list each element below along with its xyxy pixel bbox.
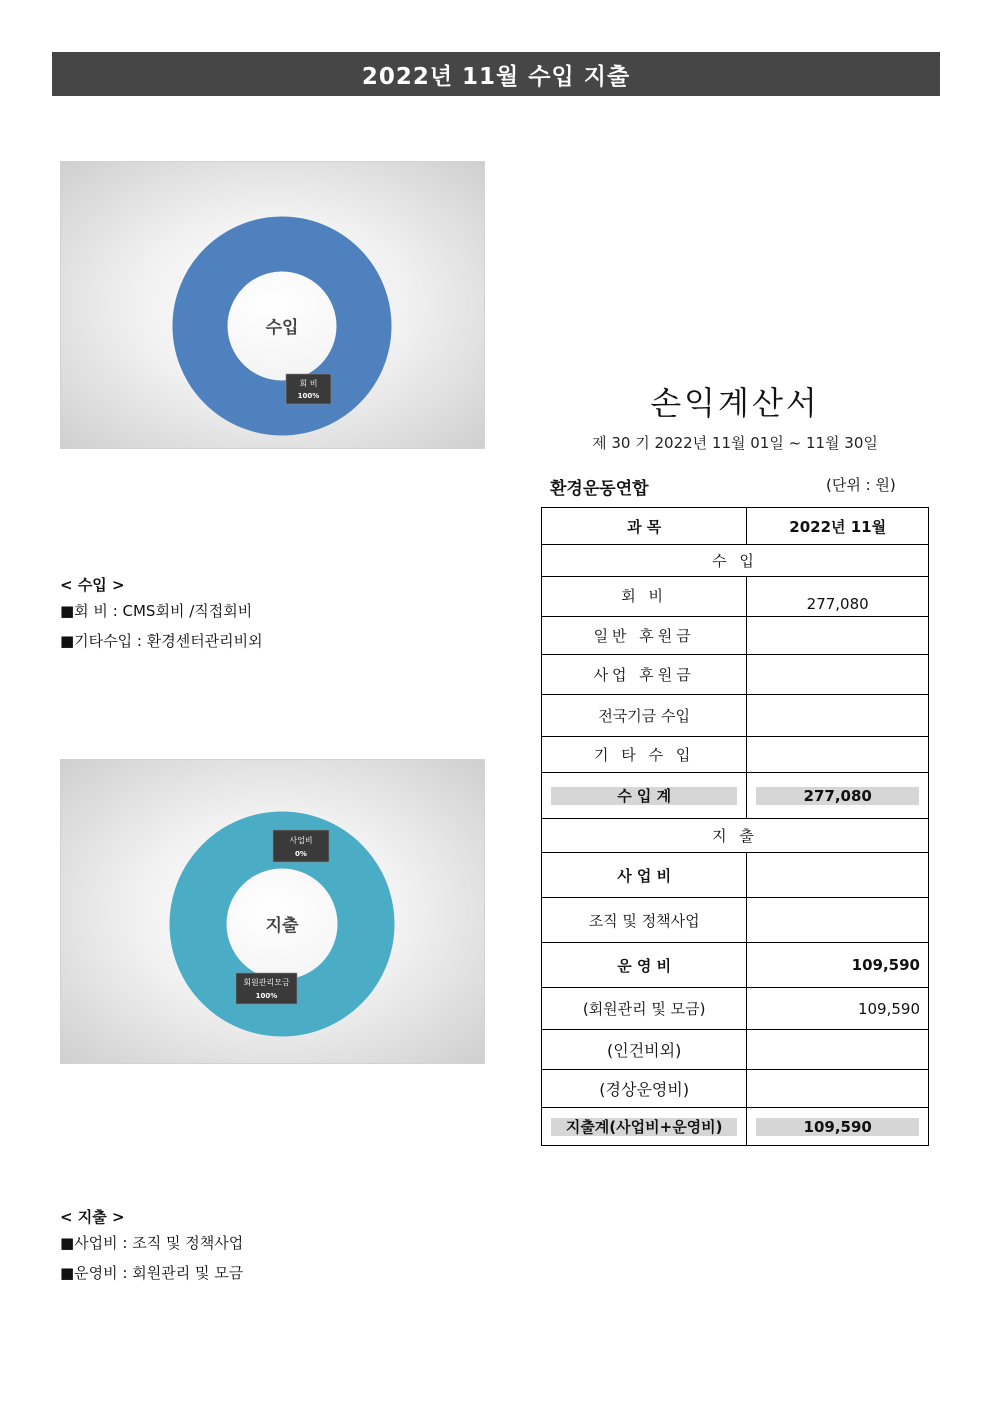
expense-slice-label-member [236, 973, 297, 1004]
table-row [542, 943, 929, 988]
section-income: 수 입 [542, 545, 929, 577]
income-note-heading: < 수입 > [60, 576, 125, 594]
expense-slice-label-business [273, 830, 329, 862]
row-label: (회원관리 및 모금) [542, 988, 747, 1030]
income-statement-table [541, 507, 929, 1146]
expense-total-value: 109,590 [756, 1118, 919, 1136]
expense-slice-label-percent: 100% [255, 992, 278, 1000]
row-value: 109,590 [747, 988, 929, 1030]
table-row [542, 898, 929, 943]
expense-chart [60, 759, 485, 1064]
table-row [542, 655, 929, 695]
income-total-value: 277,080 [756, 787, 919, 805]
row-label: 사 업 비 [542, 853, 747, 898]
section-row-expense [542, 819, 929, 853]
row-label: 조직 및 정책사업 [542, 898, 747, 943]
row-value: 277,080 [747, 577, 929, 617]
expense-chart-svg [61, 760, 484, 1063]
table-row [542, 988, 929, 1030]
organization-name: 환경운동연합 [550, 479, 649, 499]
expense-total-row [542, 1108, 929, 1146]
row-label: (인건비외) [542, 1030, 747, 1070]
row-value [747, 898, 929, 943]
row-value [747, 617, 929, 655]
row-value [747, 1030, 929, 1070]
income-total-label: 수 입 계 [551, 787, 737, 805]
row-label: 전국기금 수입 [542, 695, 747, 737]
row-value [747, 1070, 929, 1108]
row-value [747, 695, 929, 737]
income-total-row [542, 773, 929, 819]
header-subject: 과 목 [542, 508, 747, 545]
expense-slice-label-name: 회원관리모금 [243, 978, 290, 987]
header-month: 2022년 11월 [747, 508, 929, 545]
statement-period: 제 30 기 2022년 11월 01일 ~ 11월 30일 [592, 434, 878, 452]
row-label: 기 타 수 입 [542, 737, 747, 773]
income-slice-label [286, 374, 331, 404]
row-value [747, 655, 929, 695]
expense-slice-label-percent: 0% [295, 850, 307, 858]
table-row [542, 1070, 929, 1108]
row-label: (경상운영비) [542, 1070, 747, 1108]
expense-chart-center-label: 지출 [265, 916, 299, 936]
page-title: 2022년 11월 수입 지출 [361, 63, 631, 90]
row-label: 일반 후원금 [542, 617, 747, 655]
statement-title: 손익계산서 [650, 384, 820, 422]
expense-note-item: ■운영비 : 회원관리 및 모금 [60, 1264, 244, 1282]
unit-label: (단위 : 원) [826, 476, 896, 494]
income-note [60, 574, 263, 660]
table-row [542, 695, 929, 737]
income-note-item: ■기타수입 : 환경센터관리비외 [60, 632, 263, 650]
income-note-item: ■회 비 : CMS회비 /직접회비 [60, 602, 253, 620]
row-value: 109,590 [747, 943, 929, 988]
section-row-income [542, 545, 929, 577]
expense-total-label: 지출계(사업비+운영비) [551, 1118, 737, 1136]
row-value [747, 737, 929, 773]
table-row [542, 737, 929, 773]
income-slice-label-percent: 100% [297, 392, 320, 400]
table-row [542, 1030, 929, 1070]
expense-note [60, 1206, 243, 1292]
table-row [542, 617, 929, 655]
row-label: 운 영 비 [542, 943, 747, 988]
income-chart [60, 161, 485, 449]
income-chart-svg [61, 162, 484, 448]
row-value [747, 853, 929, 898]
row-label: 사업 후원금 [542, 655, 747, 695]
row-label: 회 비 [542, 577, 747, 617]
table-row [542, 577, 929, 617]
expense-note-heading: < 지출 > [60, 1208, 125, 1226]
income-slice-label-name: 회 비 [299, 379, 318, 388]
table-header-row [542, 508, 929, 545]
table-row [542, 853, 929, 898]
income-chart-center-label: 수입 [265, 318, 299, 338]
section-expense: 지 출 [542, 819, 929, 853]
expense-slice-label-name: 사업비 [289, 836, 313, 845]
page-banner [52, 52, 940, 96]
expense-note-item: ■사업비 : 조직 및 정책사업 [60, 1234, 244, 1252]
